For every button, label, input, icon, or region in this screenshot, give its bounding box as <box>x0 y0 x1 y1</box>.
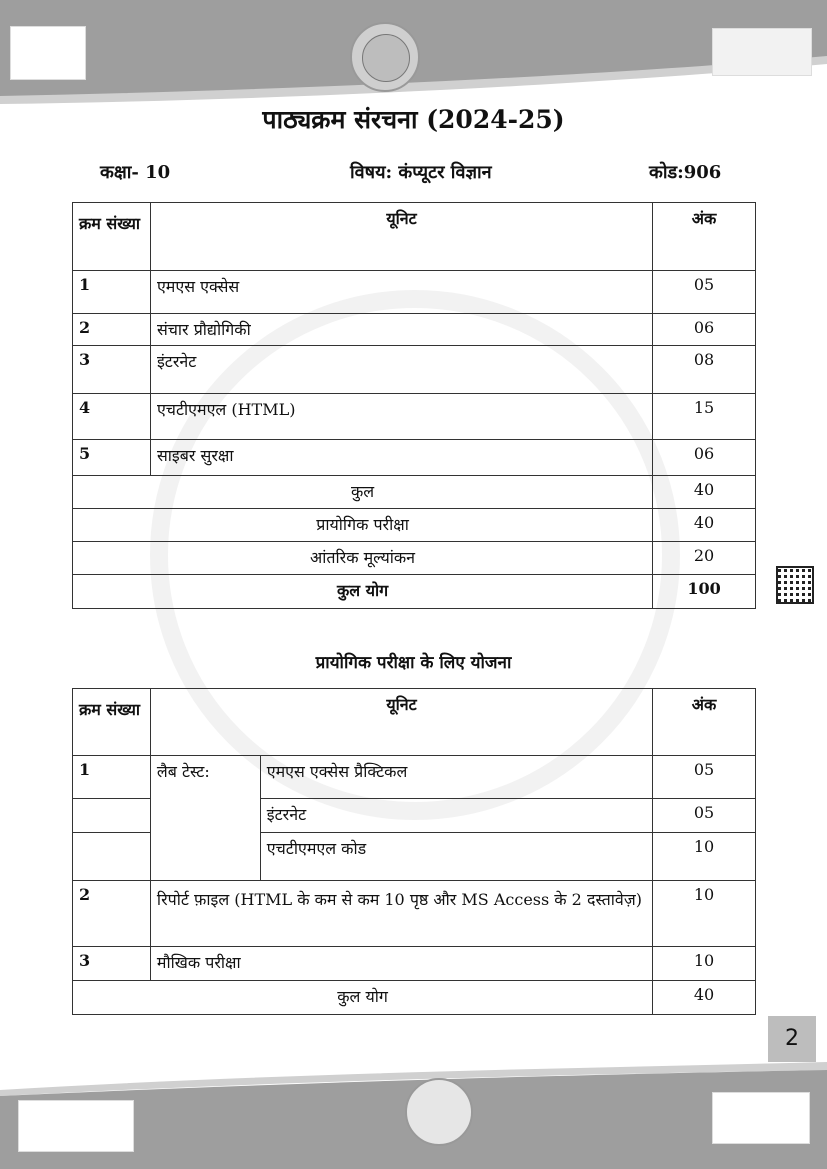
practical-table <box>72 688 756 1015</box>
page-title: पाठ्यक्रम संरचना (2024-25) <box>262 105 565 134</box>
section-subtitle: प्रायोगिक परीक्षा के लिए योजना <box>315 653 512 673</box>
table-row: 4 एचटीएमएल (HTML) 15 <box>73 394 756 440</box>
grand-total-row: कुल योग 100 <box>73 575 756 609</box>
page-number: 2 <box>768 1016 816 1062</box>
syllabus-table <box>72 202 756 609</box>
lab-test-label: लैब टेस्ट: <box>150 756 260 881</box>
shiksha-ka-adhikar-logo <box>712 1092 810 1144</box>
table-row: 5 साइबर सुरक्षा 06 <box>73 440 756 476</box>
azadi-ka-amrit-mahotsav-logo <box>10 26 86 80</box>
header-unit: यूनिट <box>150 203 652 271</box>
table-row: एचटीएमएल कोड 10 <box>73 833 756 881</box>
table-row: 3 मौखिक परीक्षा 10 <box>73 947 756 981</box>
board-seal-icon <box>350 22 420 92</box>
grand-total-row: कुल योग 40 <box>73 981 756 1015</box>
summary-row: प्रायोगिक परीक्षा 40 <box>73 509 756 542</box>
header-marks: अंक <box>653 203 756 271</box>
qr-code-icon <box>776 566 814 604</box>
subject-label: विषय: कंप्यूटर विज्ञान <box>350 162 492 183</box>
table-row: 1 लैब टेस्ट: एमएस एक्सेस प्रैक्टिकल 05 <box>73 756 756 799</box>
table-row: 2 रिपोर्ट फ़ाइल (HTML के कम से कम 10 पृष्ठ और MS Access के 2 दस्तावेज़) 10 <box>73 881 756 947</box>
table-row: 1 एमएस एक्सेस 05 <box>73 271 756 314</box>
table-row: 2 संचार प्रौद्योगिकी 06 <box>73 314 756 346</box>
code-label: कोड:906 <box>649 162 722 183</box>
summary-row: कुल 40 <box>73 476 756 509</box>
summary-row: आंतरिक मूल्यांकन 20 <box>73 542 756 575</box>
table-row: 3 इंटरनेट 08 <box>73 346 756 394</box>
digital-india-logo <box>712 28 812 76</box>
table-row: इंटरनेट 05 <box>73 799 756 833</box>
header-serial: क्रम संख्या <box>73 203 151 271</box>
class-label: कक्षा- 10 <box>100 162 171 183</box>
header-marks: अंक <box>653 689 756 756</box>
header-serial: क्रम संख्या <box>73 689 151 756</box>
swachh-bharat-logo <box>18 1100 134 1152</box>
header-unit: यूनिट <box>150 689 652 756</box>
beti-bachao-seal-icon <box>405 1078 473 1146</box>
